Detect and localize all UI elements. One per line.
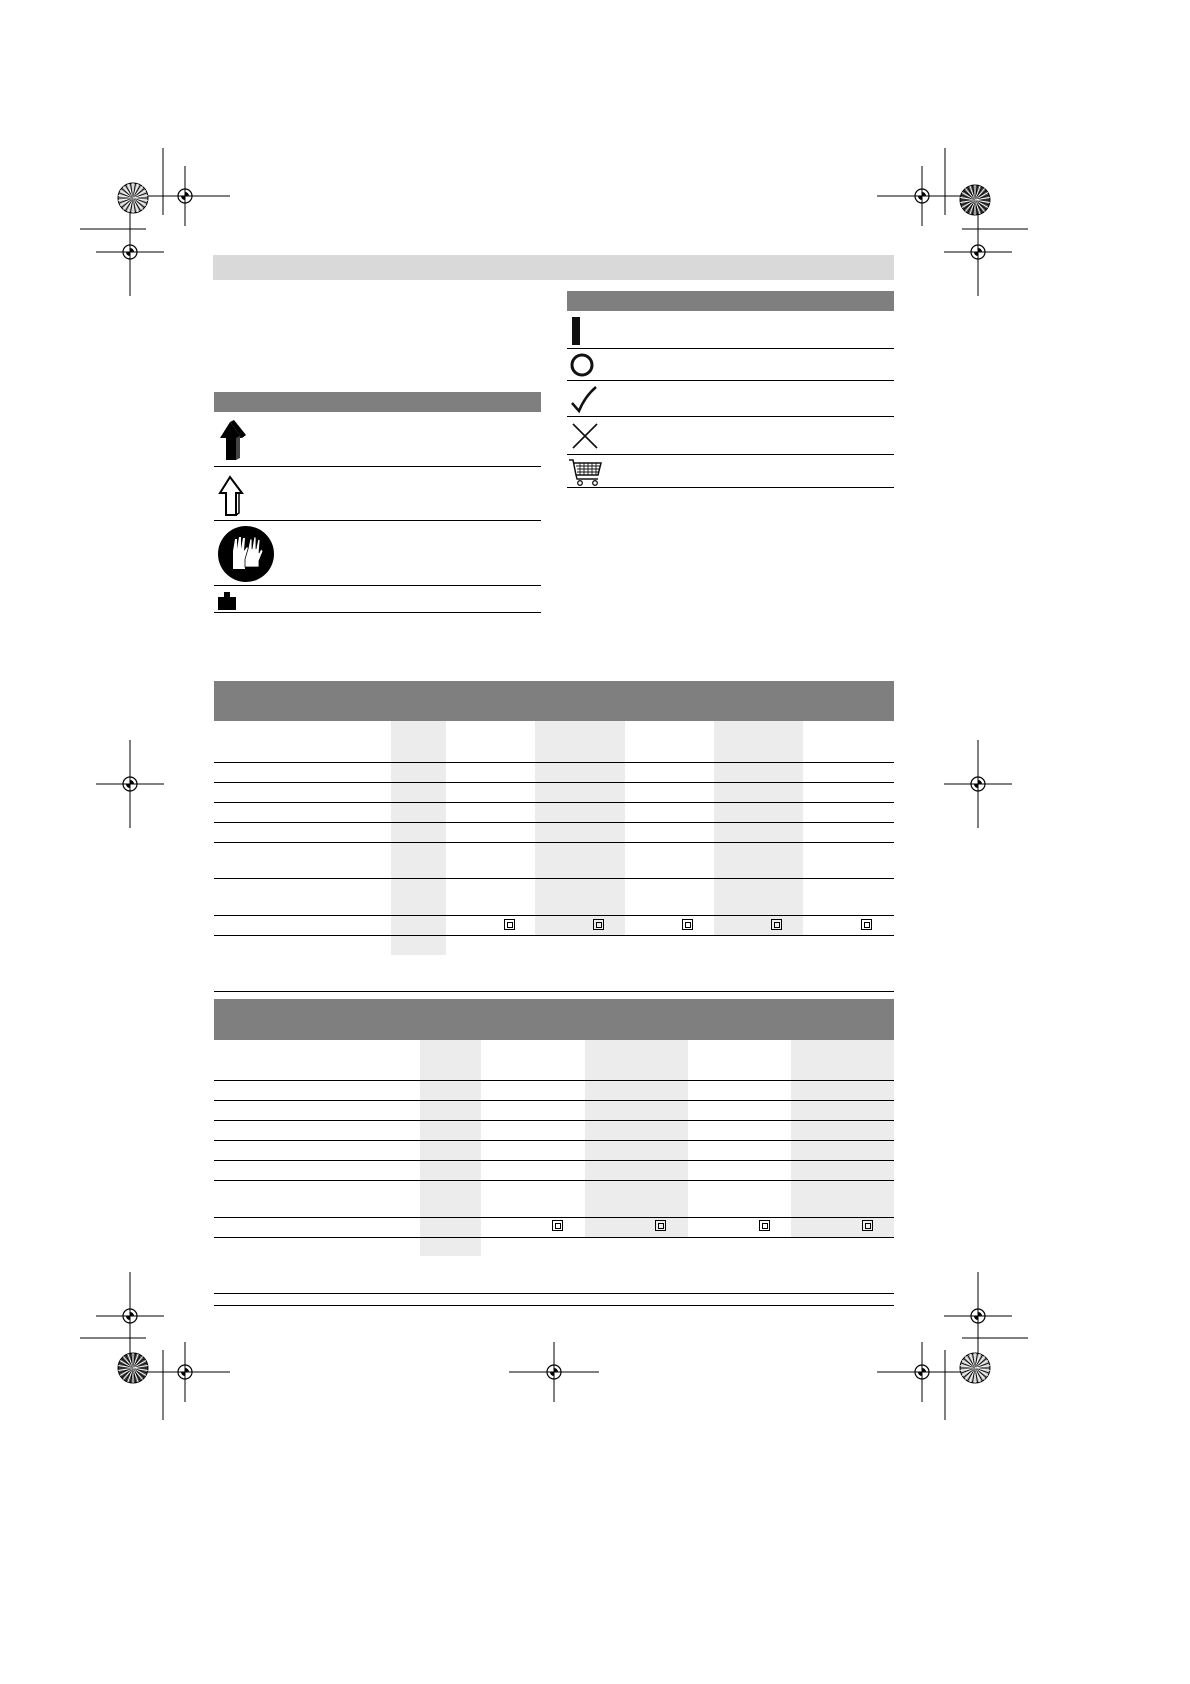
- filled-arrow-up-icon: [218, 418, 252, 462]
- shade-mask: [714, 936, 803, 955]
- registration-crosshair-icon: [877, 166, 967, 226]
- column-shade: [714, 721, 803, 955]
- on-bar-icon: [569, 316, 583, 346]
- symbol-row: [567, 417, 894, 454]
- shade-mask: [791, 1238, 894, 1256]
- symbol-row: [214, 521, 541, 585]
- column-shade: [535, 721, 625, 955]
- double-insulation-icon: [759, 1220, 770, 1231]
- symbol-row: [567, 349, 894, 380]
- registration-color-wheel-icon: [960, 1353, 990, 1383]
- outline-arrow-up-icon: [218, 473, 252, 517]
- double-insulation-icon: [504, 919, 515, 930]
- tech-table-2-header: [214, 999, 894, 1040]
- tech-table-1-header: [214, 681, 894, 721]
- table-rule: [214, 1217, 894, 1218]
- wear-gloves-icon: [217, 525, 275, 583]
- double-insulation-icon: [862, 1220, 873, 1231]
- symbols-right-header: [567, 291, 894, 311]
- registration-crosshair-icon: [96, 740, 164, 828]
- registration-crosshair-icon: [509, 1342, 599, 1402]
- table-rule: [214, 915, 894, 916]
- table-rule: [214, 762, 894, 763]
- cross-icon: [570, 421, 600, 451]
- double-insulation-icon: [682, 919, 693, 930]
- shade-mask: [585, 1238, 688, 1256]
- double-insulation-icon: [771, 919, 782, 930]
- table-rule: [214, 1100, 894, 1101]
- rule: [214, 1305, 894, 1306]
- registration-color-wheel-icon: [960, 185, 990, 215]
- registration-color-wheel-icon: [118, 183, 148, 213]
- double-insulation-icon: [593, 919, 604, 930]
- column-shade: [420, 1040, 481, 1256]
- table-rule: [214, 878, 894, 879]
- table-rule: [214, 782, 894, 783]
- table-rule: [214, 1080, 894, 1081]
- weight-icon: [217, 591, 237, 611]
- double-insulation-icon: [655, 1220, 666, 1231]
- header-band: [213, 255, 894, 280]
- rule: [567, 487, 894, 488]
- table-rule: [214, 1160, 894, 1161]
- column-shade: [391, 721, 446, 955]
- shade-mask: [535, 936, 625, 955]
- double-insulation-icon: [861, 919, 872, 930]
- rule: [214, 991, 894, 992]
- shopping-cart-icon: [568, 457, 604, 487]
- symbol-row: [214, 467, 541, 520]
- symbol-row: [567, 381, 894, 416]
- table-rule: [214, 1120, 894, 1121]
- registration-crosshair-icon: [944, 208, 1012, 296]
- column-shade: [791, 1040, 894, 1256]
- symbols-left-header: [214, 392, 541, 412]
- rule: [214, 612, 541, 613]
- symbol-row: [567, 312, 894, 348]
- registration-crosshair-icon: [944, 1272, 1012, 1360]
- table-rule: [214, 802, 894, 803]
- table-rule: [214, 1140, 894, 1141]
- double-insulation-icon: [552, 1220, 563, 1231]
- registration-crosshair-icon: [96, 1272, 164, 1360]
- symbol-row: [214, 586, 541, 612]
- registration-crosshair-icon: [877, 1342, 967, 1402]
- registration-crosshair-icon: [96, 208, 164, 296]
- column-shade: [585, 1040, 688, 1256]
- table-rule: [214, 822, 894, 823]
- table-rule: [214, 842, 894, 843]
- symbol-row: [567, 455, 894, 487]
- registration-crosshair-icon: [140, 166, 230, 226]
- table-rule: [214, 1180, 894, 1181]
- checkmark-icon: [569, 385, 599, 415]
- rule: [214, 1293, 894, 1294]
- registration-color-wheel-icon: [118, 1353, 148, 1383]
- registration-crosshair-icon: [140, 1342, 230, 1402]
- symbol-row: [214, 412, 541, 466]
- registration-crosshair-icon: [944, 740, 1012, 828]
- off-circle-icon: [569, 353, 595, 377]
